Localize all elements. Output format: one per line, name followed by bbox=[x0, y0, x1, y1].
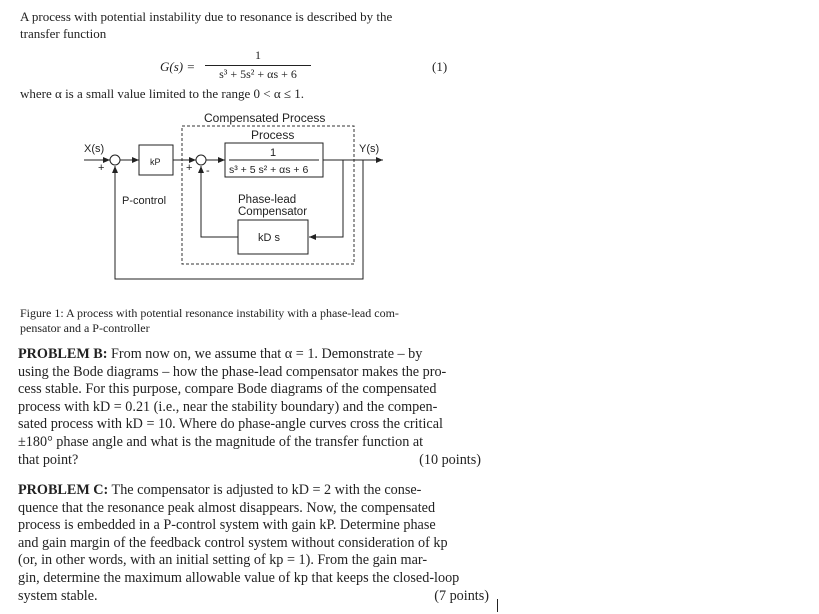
sum2-minus-sign: - bbox=[206, 165, 210, 177]
problem-c-line: PROBLEM C: The compensator is adjusted to kD = 2 with the conse- bbox=[18, 482, 422, 498]
intro-line-2: transfer function bbox=[20, 26, 107, 41]
problem-b-points: (10 points) bbox=[419, 451, 481, 468]
problem-c-points: (7 points) bbox=[434, 587, 489, 604]
equation-number: (1) bbox=[432, 59, 448, 74]
problem-b-line: sated process with kD = 10. Where do phase-angle curves cross the critical bbox=[18, 416, 443, 433]
caption-line-1: Figure 1: A process with potential resonance instability with a phase-lead com- bbox=[20, 306, 399, 320]
problem-c-line: system stable. (7 points) bbox=[18, 587, 489, 604]
problem-b bbox=[18, 346, 481, 469]
problem-b-line: ±180° phase angle and what is the magnitude of the transfer function at bbox=[18, 433, 424, 450]
phase-lead-label-2: Compensator bbox=[238, 206, 308, 218]
problem-b-line: process with kD = 0.21 (i.e., near the stability boundary) and the compen- bbox=[18, 398, 438, 415]
input-label: X(s) bbox=[84, 143, 105, 155]
problem-c-label: PROBLEM C: bbox=[18, 482, 109, 498]
sum2-plus-sign: + bbox=[186, 162, 193, 174]
pcontrol-label: P-control bbox=[122, 195, 167, 207]
block-diagram bbox=[0, 0, 819, 300]
process-tf-denominator: s³ + 5 s² + αs + 6 bbox=[229, 164, 309, 176]
equation-lhs: G(s) = bbox=[160, 59, 196, 74]
problem-c-line: and gain margin of the feedback control system without consideration of kp bbox=[18, 534, 448, 551]
phase-lead-label-1: Phase-lead bbox=[238, 194, 297, 206]
intro-line-1: A process with potential instability due to resonance is described by the bbox=[20, 9, 393, 24]
summing-junction-1 bbox=[110, 155, 120, 165]
gain-block-label: kP bbox=[150, 157, 161, 167]
problem-c-line: (or, in other words, with an initial setting of kp = 1). From the gain mar- bbox=[18, 552, 428, 569]
sum1-plus-sign: + bbox=[98, 162, 105, 174]
problem-c bbox=[18, 482, 489, 605]
output-label: Y(s) bbox=[359, 143, 380, 155]
equation-numerator: 1 bbox=[255, 48, 261, 62]
compensator-block-label: kD s bbox=[258, 232, 280, 244]
where-text: where α is a small value limited to the range 0 < α ≤ 1. bbox=[20, 86, 305, 101]
problem-b-line: PROBLEM B: From now on, we assume that α = 1. Demonstrate – by bbox=[18, 346, 423, 362]
figure-caption bbox=[20, 306, 460, 336]
text-cursor bbox=[497, 599, 498, 612]
equation-denominator: s³ + 5s² + αs + 6 bbox=[219, 67, 297, 81]
caption-line-2: pensator and a P-controller bbox=[20, 321, 150, 335]
compensated-process-label: Compensated Process bbox=[204, 111, 326, 125]
problem-c-line: gin, determine the maximum allowable value of kp that keeps the closed-loop bbox=[18, 569, 460, 586]
problem-c-line: process is embedded in a P-control system with gain kP. Determine phase bbox=[18, 517, 436, 534]
problem-c-line: quence that the resonance peak almost disappears. Now, the compensated bbox=[18, 499, 436, 516]
problem-b-line: that point? (10 points) bbox=[18, 451, 481, 468]
problem-b-line: using the Bode diagrams – how the phase-lead compensator makes the pro- bbox=[18, 363, 447, 380]
problem-b-label: PROBLEM B: bbox=[18, 346, 108, 362]
sum1-minus-sign: - bbox=[114, 165, 118, 177]
process-label: Process bbox=[251, 128, 295, 142]
problem-b-line: cess stable. For this purpose, compare Bode diagrams of the compensated bbox=[18, 381, 437, 398]
summing-junction-2 bbox=[196, 155, 206, 165]
process-tf-numerator: 1 bbox=[270, 147, 277, 159]
